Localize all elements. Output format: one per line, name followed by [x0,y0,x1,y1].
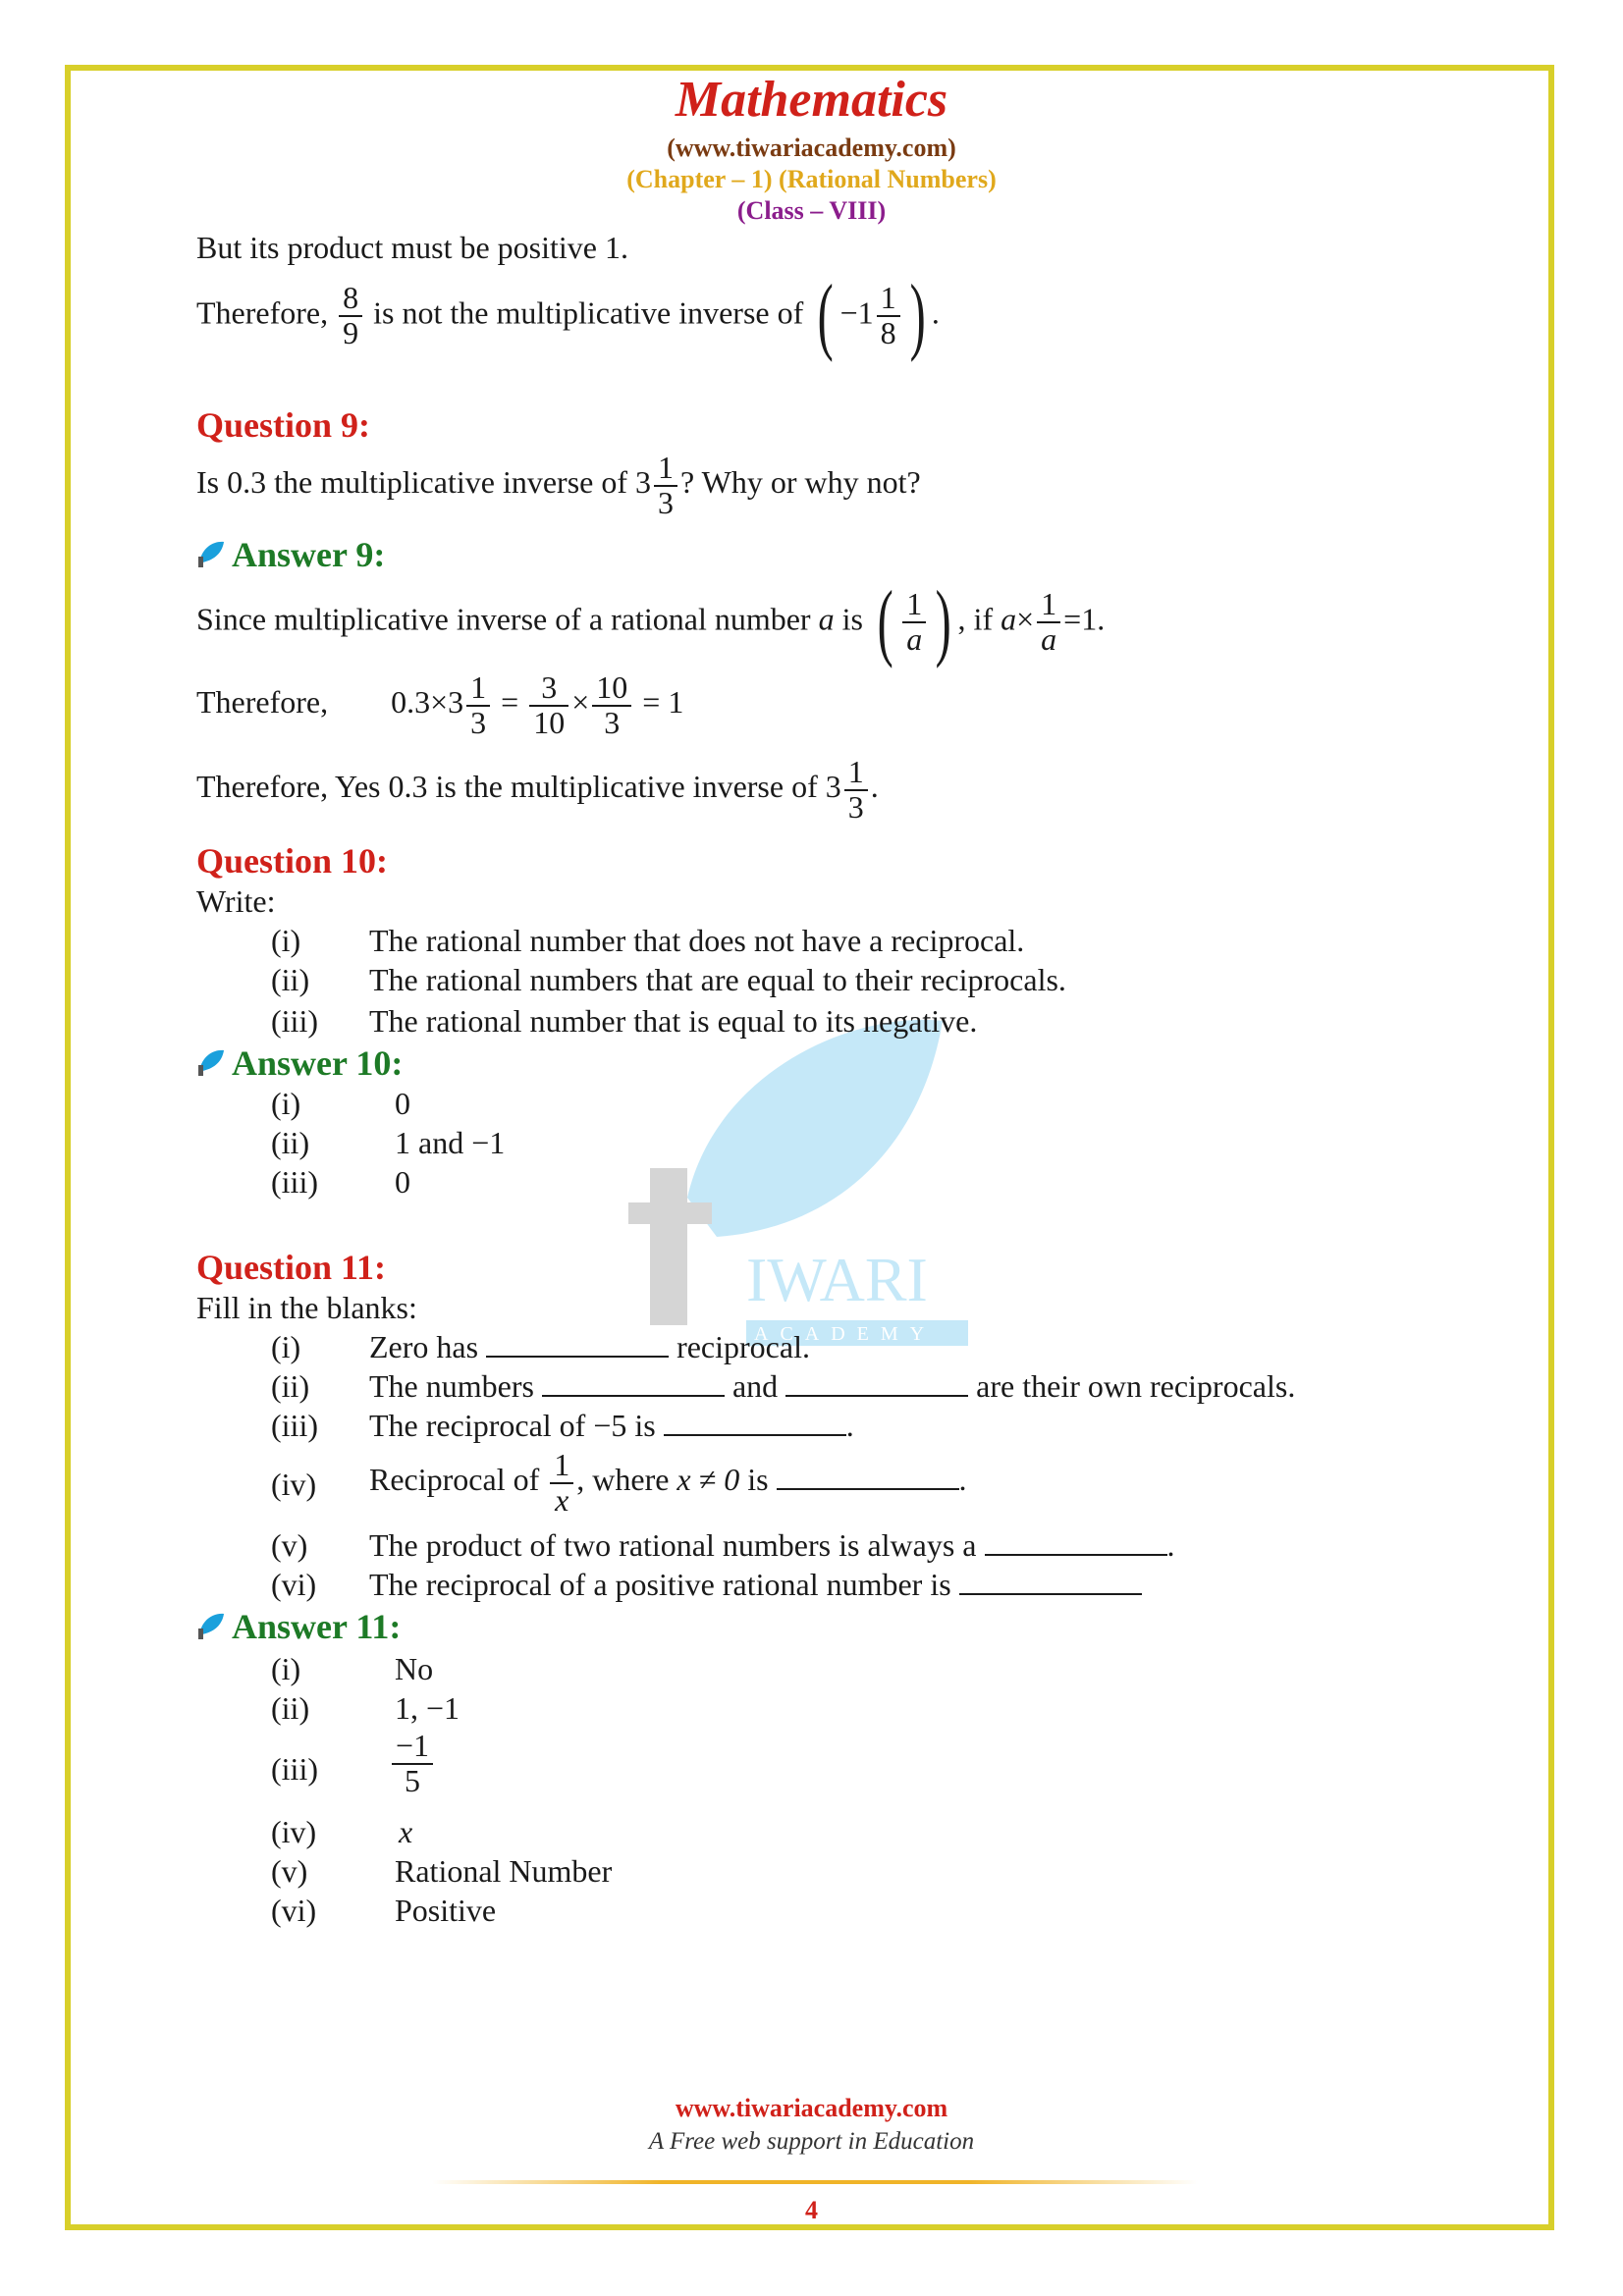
header-site: (www.tiwariacademy.com) [667,133,956,162]
footer-site-link[interactable]: www.tiwariacademy.com [675,2094,948,2122]
answer-9-line-2: Therefore, 0.3×3 $\frac{1}{3}$ = $\frac{3}{10}$ × $\frac{10}{3}$ = 1 [196,669,684,740]
question-11-intro: Fill in the blanks: [196,1290,417,1325]
answer-blank [777,1463,959,1490]
footer-tagline: A Free web support in Education [648,2128,975,2155]
question-10-intro: Write: [196,883,276,919]
header-chapter: (Chapter – 1) (Rational Numbers) [626,165,997,193]
watermark-sub: ACADEMY [754,1323,937,1345]
question-9-heading: Question 9: [196,405,371,445]
question-11-heading: Question 11: [196,1248,387,1287]
page-number: 4 [805,2196,818,2224]
tiwari-leaf-icon [196,1047,226,1077]
watermark-word: IWARI [746,1245,928,1314]
header-class: (Class – VIII) [736,196,887,225]
answer-9-line-1: Since multiplicative inverse of a rational number a is ( $\frac{1}{a}$ ) , if a× $\frac{1}{a}$ =1. [196,574,1106,669]
tiwari-leaf-icon [196,1611,226,1640]
answer-blank [664,1409,846,1436]
intro-line-1: But its product must be positive 1. [196,230,628,265]
answer-blank [959,1568,1142,1595]
answer-11-heading: Answer 11: [196,1606,401,1647]
question-9-text: Is 0.3 the multiplicative inverse of 3 $\frac{1}{3}$ ? Why or why not? [196,450,921,520]
answer-9-line-3: Therefore, Yes 0.3 is the multiplicative inverse of 3 $\frac{1}{3}$ . [196,754,879,825]
answer-blank [486,1330,669,1358]
answer-9-heading: Answer 9: [196,534,385,575]
answer-10-heading: Answer 10: [196,1042,403,1084]
question-11-item: (iv) Reciprocal of $\frac{1}{x}$ , where x ≠ 0 is . [271,1447,967,1518]
page-title: Mathematics [675,72,948,128]
answer-blank [542,1369,725,1397]
answer-blank [785,1369,968,1397]
tiwari-leaf-icon [196,539,226,568]
intro-line-2: Therefore, $\frac{8}{9}$ is not the multiplicative inverse of ( −1 $\frac{1}{8}$ ) . [196,268,940,363]
answer-11-item: (iii) $\frac{-1}{5}$ [271,1730,860,1808]
answer-blank [985,1528,1167,1556]
footer-divider [432,2180,1198,2184]
question-10-heading: Question 10: [196,841,389,881]
